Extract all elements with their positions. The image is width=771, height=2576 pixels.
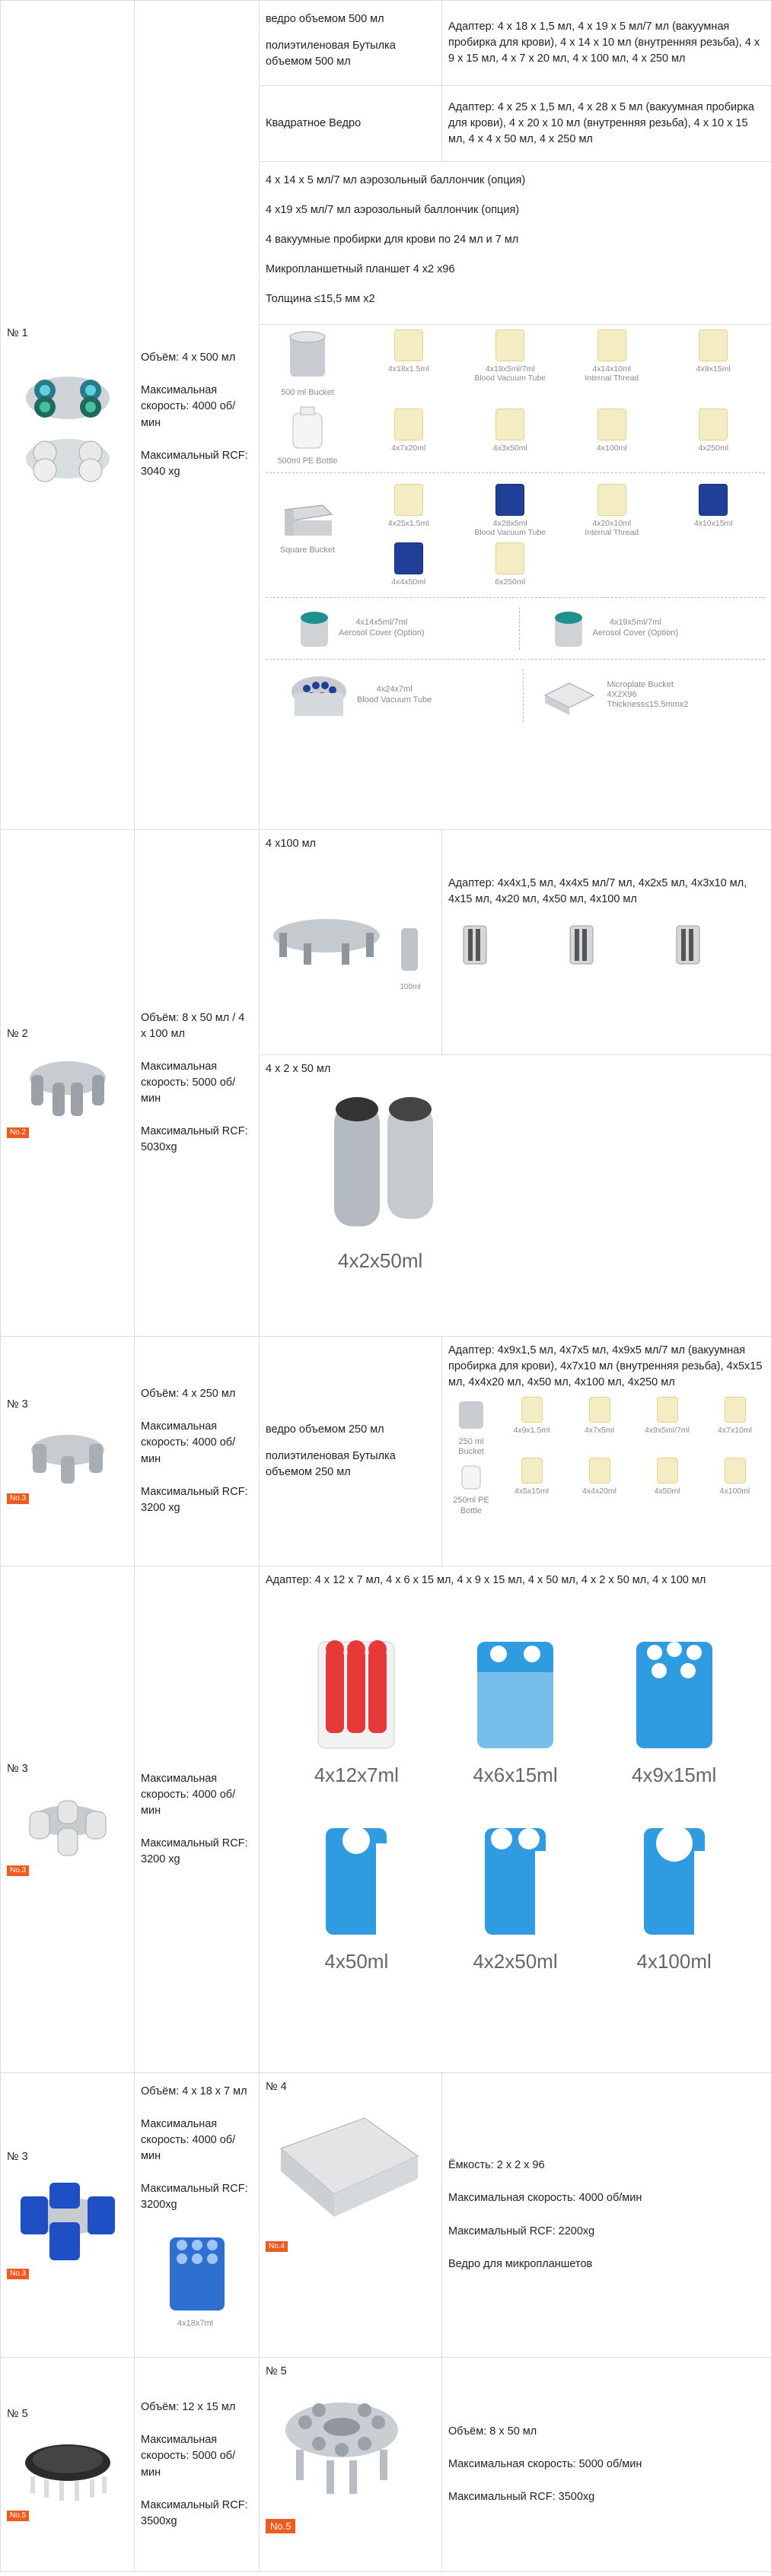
microplate-cap2: 4X2X96 [607,690,637,699]
adapter-6x15 [440,1627,591,1790]
rotor-3-adapter-text: Адаптер: 4х9х1,5 мл, 4х7х5 мл, 4х9х5 мл/7 мл (вакуумная пробирка для крови), 4х7х10 мл (внутренняя резьба), 4х5х15 мл, 4х4х20 мл, 4х50 мл, 4х100 мл, 4х250 мл [448,1344,763,1389]
adapter-item: 4x18x1.5ml [365,329,453,392]
rotor-2-image [22,1048,113,1124]
rotor-5-cell [1,2073,135,2358]
rotor-6-badge: No.5 [7,2511,29,2521]
adapter-9x15-icon [621,1627,728,1756]
rotor-2-container-2x50 [260,1055,771,1337]
adapter-item: 4x4x50ml [365,542,453,587]
rotor-2-2x50-image [311,1089,464,1242]
adapter-item: 4x250ml [670,409,758,462]
adapter-2x50 [440,1813,591,1977]
rotor-6-label: № 5 [7,2408,28,2421]
rotor-1-label: № 1 [7,326,28,339]
rotor-4-cell [1,1566,135,2073]
adapter-6x15-caption: 4x6x15ml [473,1763,558,1787]
rotor-4-specs [135,1566,260,2073]
rotor-4-speed: Максимальная скорость: 4000 об/мин [141,1772,236,1817]
adapter-item: 4x7x20ml [365,409,453,462]
rotor-1-containers [260,1,442,86]
rotor-no4-image [266,2103,425,2232]
adapter-item: 4x4x20ml [569,1458,629,1515]
extra-microplate: Микропланшетный планшет 4 х2 х96 [266,263,455,276]
aerosol-cover-14-icon [296,607,333,650]
rotor-1-cell [1,1,135,830]
bucket-500-icon [281,329,334,383]
rotor-no4-badge: No.4 [266,2241,288,2252]
rotor-6-rcf: Максимальный RCF: 3500xg [141,2498,248,2527]
aerosol-19-caption: 4x19x5ml/7ml [609,618,661,628]
vacuum-tube-holder-icon [288,669,349,722]
rotor-3-image [22,1421,113,1490]
adapter-item: 4x50ml [637,1458,697,1515]
rotor-5-image [14,2174,121,2265]
adapter-item: 4x19x5ml/7ml Blood Vacuum Tube [467,329,555,392]
adapter-100-icon [621,1813,728,1942]
container-100-label: 4 х100 мл [266,838,316,850]
adapter-2x50-caption: 4x2x50ml [473,1949,558,1973]
adapter-item: 4x28x5ml Blood Vacuum Tube [467,484,555,537]
rotor-5-label: № 3 [7,2151,28,2164]
extra-thickness: Толщина ≤15,5 мм х2 [266,293,375,306]
rotor-1-adapter-2: Адаптер: 4 х 25 х 1,5 мл, 4 х 28 х 5 мл (вакуумная пробирка для крови), 4 х 20 х 10 мл (внутренняя резьба), 4 х 10 х 15 мл, 4 х 4 х 50 мл, 4 х 250 мл [442,86,771,162]
bucket-250-icon [454,1397,488,1432]
rotor-3-label: № 3 [7,1398,28,1411]
rotor-3-containers [260,1337,442,1566]
adapter-item: 4x100ml [568,409,656,462]
rotor-no4-microplate: Ведро для микропланшетов [448,2257,593,2270]
rotor-2-rcf: Максимальный RCF: 5030xg [141,1125,248,1154]
rotor-no4-speed: Максимальная скорость: 4000 об/мин [448,2192,642,2205]
rotor-5-specs [135,2073,260,2358]
bottle-250: полиэтиленовая Бутылка объемом 250 мл [266,1449,396,1478]
divider [266,597,765,598]
rotor-no5b-image [266,2384,418,2514]
adapter-item: 4x5x15ml [502,1458,562,1515]
bucket-250: ведро объемом 250 мл [266,1423,384,1436]
rotor-4-rcf: Максимальный RCF: 3200 xg [141,1837,248,1866]
rotor-2-100ml-image [266,898,433,1012]
rotor-2-adapter-text: Адаптер: 4х4х1,5 мл, 4х4х5 мл/7 мл, 4х2х5 мл, 4х3х10 мл, 4х15 мл, 4х20 мл, 4х50 мл, 4х100 мл [448,877,747,906]
rotor-2-100ml-caption: 100ml [400,983,421,992]
aerosol-cover-19-icon [550,607,587,650]
rotor-3-rcf: Максимальный RCF: 3200 xg [141,1485,248,1514]
adapter-12x7 [281,1627,432,1790]
adapter-item: 4x3x50ml [467,409,555,462]
rotor-6-speed: Максимальная скорость: 5000 об/мин [141,2434,236,2479]
rotor-2-specs [135,830,260,1337]
adapter-100 [598,1813,750,1977]
rotor-1-extras [260,162,771,325]
rotor-1-adapter-1: Адаптер: 4 х 18 х 1,5 мл, 4 х 19 х 5 мл/7 мл (вакуумная пробирка для крови), 4 х 14 х 10 мл (внутренняя резьба), 4 х 9 х 15 мл, 4 х 7 х 20 мл, 4 х 100 мл, 4 х 250 мл [442,1,771,86]
bottle-250-icon [454,1460,488,1490]
vacuum-caption: 4x24x7ml [376,685,413,695]
aerosol-14-sub: Aerosol Cover (Option) [339,628,425,638]
rotor-no5b-speed: Максимальная скорость: 5000 об/мин [448,2457,642,2470]
bucket-500-caption: 500 ml Bucket [281,388,334,398]
rotor-2-badge: No.2 [7,1127,29,1138]
rotor-4-adapter-text: Адаптер: 4 x 12 x 7 мл, 4 x 6 x 15 мл, 4 x 9 x 15 мл, 4 x 50 мл, 4 x 2 x 50 мл, 4 x 100 мл [266,1574,706,1586]
adapter-2x50-icon [462,1813,569,1942]
adapter-item: 4x9x15ml [670,329,758,392]
rotor-3-specs [135,1337,260,1566]
microplate-bucket-icon [539,673,600,718]
rotor-3-adapters [502,1397,765,1516]
bucket-500: ведро объемом 500 мл [266,13,384,25]
rotor-3-volume: Объём: 4 х 250 мл [141,1388,236,1401]
rotor-5-speed: Максимальная скорость: 4000 об/мин [141,2118,236,2163]
rotor-2-volume: Объём: 8 х 50 мл / 4 х 100 мл [141,1011,245,1040]
adapter-9x15 [598,1627,750,1790]
rotor-1-accessory-image [260,325,771,830]
adapter-9x15-caption: 4x9x15ml [632,1763,717,1787]
rotor-no4-cell [260,2073,442,2358]
vacuum-sub: Blood Vacuum Tube [357,695,432,704]
adapter-item: 4x100ml [705,1458,765,1515]
rotor-4-image [22,1786,113,1862]
adapter-18x7-icon [159,2230,235,2314]
bottle-500: полиэтиленовая Бутылка объемом 500 мл [266,40,396,68]
adapter-item: 4x9x5ml/7ml [637,1397,697,1455]
adapter-100-caption: 4x100ml [636,1949,712,1973]
adapter-item: 4x7x10ml [705,1397,765,1455]
rotor-1-image [18,352,117,504]
bottle-500-icon [281,405,334,451]
rotor-2-2x50-caption: 4x2x50ml [338,1249,423,1273]
adapter-item: 4x25x1.5ml [365,484,453,537]
rotor-3-speed: Максимальная скорость: 4000 об/мин [141,1420,236,1465]
adapter-item: 4x9x1.5ml [502,1397,562,1455]
rotor-no5b-volume: Объём: 8 х 50 мл [448,2425,537,2438]
bottle-250-caption: 250ml PE Bottle [453,1496,489,1515]
divider [266,472,765,473]
rotor-5-rcf: Максимальный RCF: 3200xg [141,2183,248,2212]
rotor-no4-specs [442,2073,771,2358]
adapter-50-caption: 4x50ml [324,1949,389,1973]
adapter-12x7-caption: 4x12x7ml [314,1763,399,1787]
rotor-1-volume: Объём: 4 х 500 мл [141,351,236,364]
container-2x50-label: 4 х 2 х 50 мл [266,1063,331,1075]
rotor-no4-capacity: Ёмкость: 2 х 2 х 96 [448,2159,545,2172]
square-bucket-icon [277,495,338,540]
square-bucket-label: Квадратное Ведро [260,86,442,162]
rotor-3-adapter [442,1337,771,1566]
rotor-4-badge: No.3 [7,1865,29,1876]
adapter-item: 4x10x15ml [670,484,758,537]
rotor-2-label: № 2 [7,1028,28,1041]
extra-aerosol-19: 4 х19 х5 мл/7 мл аэрозольный баллончик (опция) [266,204,520,217]
rotor-4-label: № 3 [7,1763,28,1776]
extra-aerosol-14: 4 x 14 x 5 мл/7 мл аэрозольный баллончик (опция) [266,174,526,186]
rotor-2-adapter-images [448,918,753,972]
rotor-1-speed: Максимальная скорость: 4000 об/мин [141,384,236,429]
rotor-1-bucket-top [26,377,110,419]
rotor-6-volume: Объём: 12 х 15 мл [141,2401,236,2414]
bucket-250-caption: 250 ml Bucket [458,1437,484,1457]
adapter-item: 4x7x5ml [569,1397,629,1455]
square-bucket-group [266,479,765,590]
microplate-caption: Microplate Bucket [607,679,674,689]
adapter-6x15-icon [462,1627,569,1756]
rotor-2-speed: Максимальная скорость: 5000 об/мин [141,1060,236,1105]
aerosol-group [266,604,765,653]
adapter-12x7-icon [303,1627,409,1756]
round-bucket-group [266,329,765,466]
rotor-2-adapter [442,830,771,1055]
rotor-6-specs [135,2358,260,2572]
rotor-4-adapter [260,1566,771,2073]
rotor-5-badge: No.3 [7,2269,29,2279]
rotor-1-bucket-bottom [26,439,110,482]
vacuum-microplate-group [266,666,765,725]
adapter-50-icon [303,1813,409,1942]
rotor-no5b-rcf: Максимальный RCF: 3500xg [448,2491,595,2503]
bottle-500-caption: 500ml PE Bottle [277,456,338,466]
microplate-cap3: Thickness≤15.5mmx2 [607,700,689,710]
round-adapters [357,329,765,466]
rotor-no5b-badge: No.5 [266,2519,295,2533]
rotor-5-volume: Объём: 4 х 18 х 7 мл [141,2085,247,2097]
rotor-3-adapter-images [448,1397,765,1516]
rotor-6-image [18,2431,117,2507]
adapter-50 [281,1813,432,1977]
adapter-item: 4x14x10ml Internal Thread [568,329,656,392]
rotor-1-rcf: Максимальный RCF: 3040 xg [141,449,248,478]
square-bucket-caption: Square Bucket [279,545,336,555]
extra-vacuum: 4 вакуумные пробирки для крови по 24 мл и 7 мл [266,234,519,246]
rotor-3-badge: No.3 [7,1493,29,1504]
rotor-1-specs [135,1,260,830]
aerosol-14-caption: 4x14x5ml/7ml [355,618,408,628]
aerosol-19-sub: Aerosol Cover (Option) [592,628,678,638]
adapter-item: 4x20x10ml Internal Thread [568,484,656,537]
rotor-no4-label: № 4 [266,2081,287,2093]
rotor-no5b-specs [442,2358,771,2572]
adapter-item: 6x250ml [467,542,555,587]
rotor-2-container-100 [260,830,442,1055]
divider [266,659,765,660]
square-adapters [357,479,765,590]
rotor-3-cell [1,1337,135,1566]
rotor-2-cell [1,830,135,1337]
rotor-4-adapter-images [266,1627,765,1976]
rotor-no5b-label: № 5 [266,2365,287,2377]
rotor-no4-rcf: Максимальный RCF: 2200xg [448,2225,595,2237]
rotor-no5b-cell [260,2358,442,2572]
rotor-6-cell [1,2358,135,2572]
adapter-18x7-caption: 4x18x7ml [177,2319,214,2329]
